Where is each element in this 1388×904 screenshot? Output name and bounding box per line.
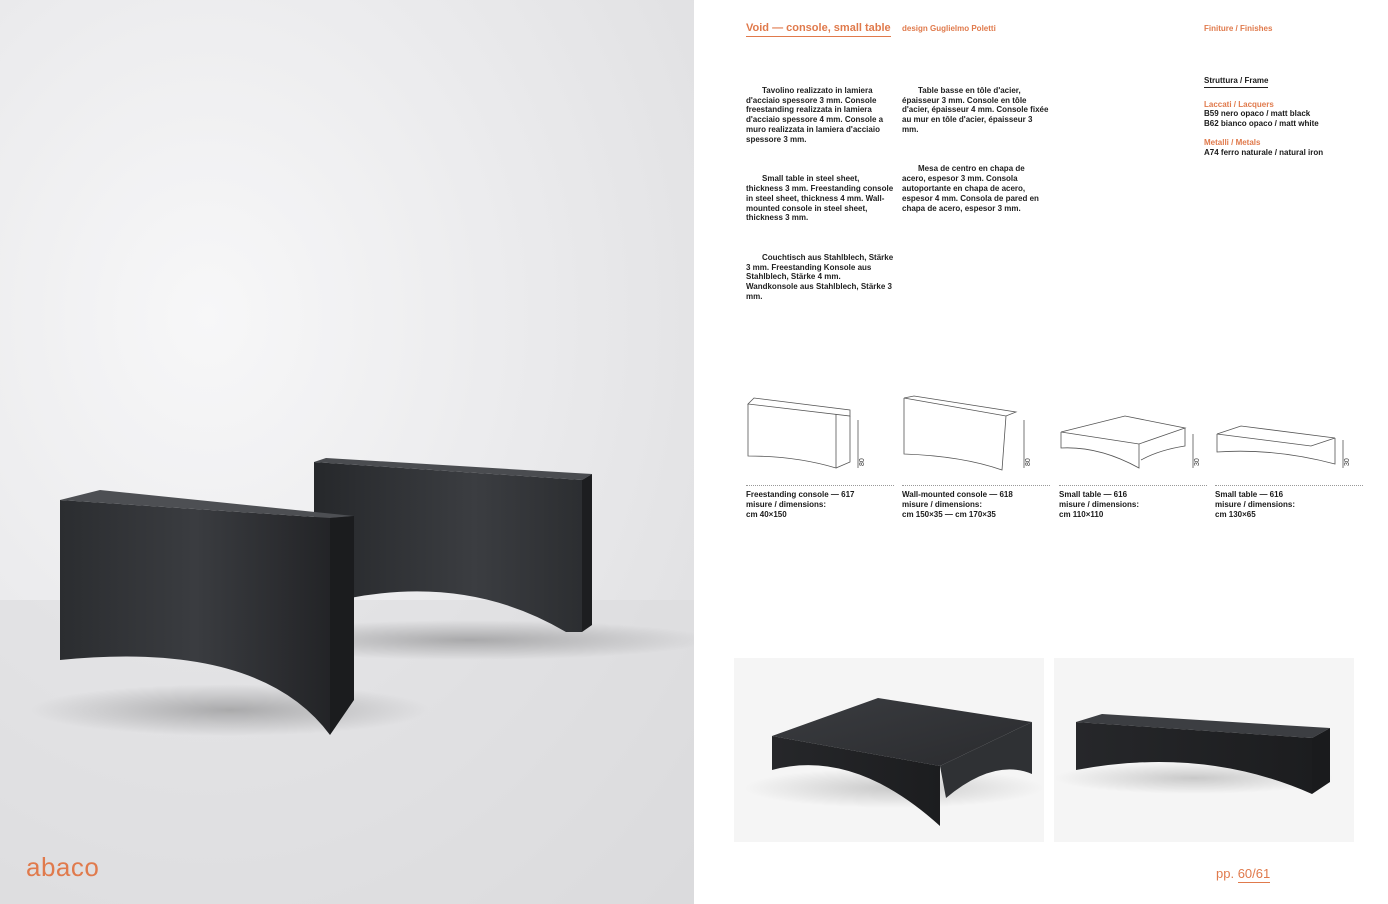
dimensions-value: cm 40×150	[746, 509, 787, 519]
description-column-2	[902, 76, 1050, 223]
drawing-small-table-square	[1059, 390, 1207, 480]
height-label: 30	[1344, 458, 1351, 466]
product-name: Small table — 616	[1215, 490, 1284, 499]
divider	[1059, 485, 1207, 486]
finishes-list	[1204, 76, 1364, 158]
product-info-page	[694, 0, 1388, 904]
height-label: 30	[1194, 458, 1201, 466]
pages-prefix: pp.	[1216, 866, 1238, 881]
product-title: Void — console, small table	[746, 22, 891, 37]
description-english: Small table in steel sheet, thickness 3 mm. Freestanding console in steel sheet, thickness 4 mm. Wall-mounted console in steel sheet, thickness 3 mm.	[746, 174, 894, 223]
metal-item: A74 ferro naturale / natural iron	[1204, 147, 1324, 157]
product-name: Freestanding console — 617	[746, 490, 855, 499]
product-caption-616-square	[1059, 490, 1209, 519]
dimensions-label: misure / dimensions:	[1215, 499, 1296, 509]
dimensions-value: cm 110×110	[1059, 509, 1104, 519]
page-numbers	[1216, 866, 1270, 881]
drawing-wall-console	[902, 390, 1050, 480]
product-name: Wall-mounted console — 618	[902, 490, 1013, 499]
dimensions-value: cm 130×65	[1215, 509, 1256, 519]
drawing-freestanding-console	[746, 390, 894, 480]
dimensions-label: misure / dimensions:	[1059, 499, 1140, 509]
description-column-1	[746, 76, 894, 312]
pages-value: 60/61	[1237, 866, 1271, 881]
dimensions-value: cm 150×35 — cm 170×35	[902, 509, 996, 519]
divider	[746, 485, 894, 486]
lacquers-label: Laccati / Lacquers	[1204, 99, 1274, 109]
product-caption-618	[902, 490, 1052, 519]
metals-label: Metalli / Metals	[1204, 138, 1261, 148]
dimensions-label: misure / dimensions:	[746, 499, 827, 509]
product-caption-616-rect	[1215, 490, 1365, 519]
divider	[1215, 485, 1363, 486]
height-label: 80	[1025, 458, 1032, 466]
product-caption-617	[746, 490, 896, 519]
height-label: 80	[859, 458, 866, 466]
description-spanish: Mesa de centro en chapa de acero, espesor 3 mm. Consola autoportante en chapa de acero, espesor 4 mm. Consola de pared en chapa de acero, espesor 3 mm.	[902, 164, 1039, 213]
finishes-heading: Finiture / Finishes	[1204, 24, 1273, 33]
drawing-small-table-rect	[1215, 390, 1363, 480]
designer-credit: design Guglielmo Poletti	[902, 24, 996, 33]
description-italian: Tavolino realizzato in lamiera d'acciaio spessore 3 mm. Console freestanding realizzata in lamiera d'acciaio spessore 4 mm. Console a muro realizzata in lamiera d'acciaio spessore 3 mm.	[746, 85, 884, 144]
frame-label: Struttura / Frame	[1204, 76, 1268, 88]
lacquer-item: B62 bianco opaco / matt white	[1204, 118, 1319, 128]
lacquer-item: B59 nero opaco / matt black	[1204, 109, 1311, 119]
product-name: Small table — 616	[1059, 490, 1128, 499]
brand-logo: abaco	[26, 852, 100, 882]
small-tables-image	[734, 658, 1354, 842]
description-german: Couchtisch aus Stahlblech, Stärke 3 mm. Freestanding Konsole aus Stahlblech, Stärke 4 mm. Wandkonsole aus Stahlblech, Stärke 3 mm.	[746, 252, 894, 301]
description-french: Table basse en tôle d'acier, épaisseur 3 mm. Console en tôle d'acier, épaisseur 4 mm. Console fixée au mur en tôle d'acier, épaisseur 3 mm.	[902, 85, 1049, 134]
dimensions-label: misure / dimensions:	[902, 499, 983, 509]
divider	[902, 485, 1050, 486]
